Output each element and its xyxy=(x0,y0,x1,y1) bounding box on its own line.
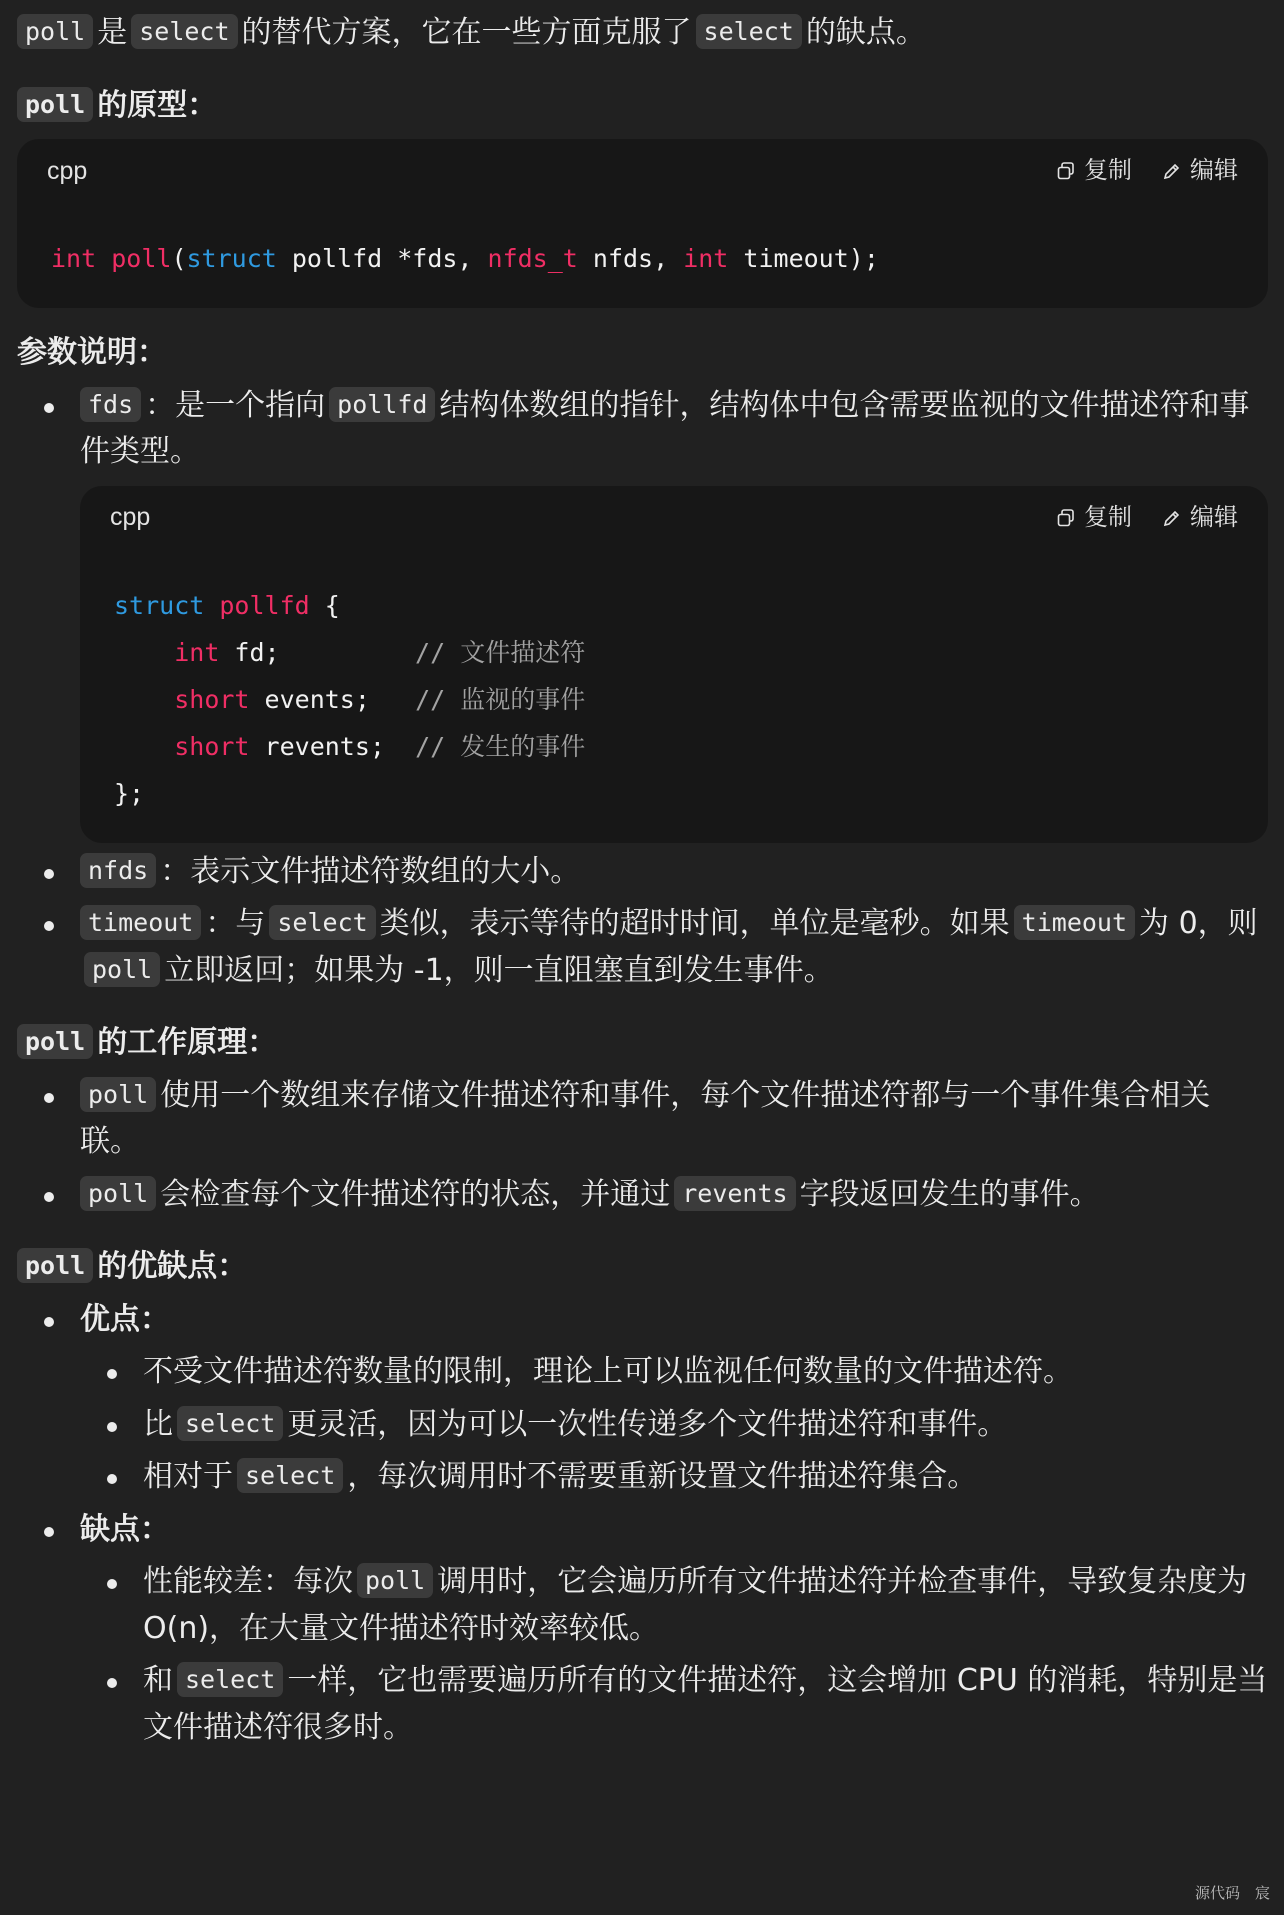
copy-icon xyxy=(1056,508,1076,528)
inline-code: timeout xyxy=(1014,905,1135,940)
copy-icon xyxy=(1056,161,1076,181)
copy-button[interactable]: 复制 xyxy=(1056,499,1132,536)
list-item xyxy=(80,1507,1268,1752)
inline-code: nfds xyxy=(80,853,156,888)
inline-code: poll xyxy=(80,1077,156,1112)
prototype-heading: poll 的原型： xyxy=(17,83,1268,130)
watermark-label: 源代码 宸 xyxy=(1194,1883,1270,1902)
list-item: 比 select 更灵活，因为可以一次性传递多个文件描述符和事件。 xyxy=(143,1402,1268,1449)
work-list xyxy=(17,1073,1268,1219)
code-content: int poll(struct pollfd *fds, nfds_t nfds, int timeout); xyxy=(51,244,879,273)
inline-code: select xyxy=(177,1662,283,1697)
inline-code: poll xyxy=(17,87,93,122)
inline-code: select xyxy=(696,14,802,49)
pros-label: 优点： xyxy=(80,1301,170,1337)
code-block-header xyxy=(47,145,1238,197)
inline-code: select xyxy=(269,905,375,940)
inline-code: fds xyxy=(80,387,141,422)
cons-label: 缺点： xyxy=(80,1511,170,1547)
copy-button[interactable]: 复制 xyxy=(1056,152,1132,189)
params-list xyxy=(17,383,1268,995)
inline-code: poll xyxy=(357,1563,433,1598)
cons-list xyxy=(80,1559,1268,1751)
code-block-prototype xyxy=(17,139,1268,308)
edit-icon xyxy=(1162,161,1182,181)
list-item: 性能较差：每次 poll 调用时，它会遍历所有文件描述符并检查事件，导致复杂度为 O(n)，在大量文件描述符时效率较低。 xyxy=(143,1559,1268,1652)
pros-list xyxy=(80,1349,1268,1501)
inline-code: timeout xyxy=(80,905,201,940)
inline-code: select xyxy=(177,1406,283,1441)
work-heading: poll 的工作原理： xyxy=(17,1020,1268,1067)
list-item: timeout ：与 select 类似，表示等待的超时时间，单位是毫秒。如果 timeout 为 0，则poll 立即返回；如果为 -1，则一直阻塞直到发生事件。 xyxy=(80,901,1268,994)
inline-code: poll xyxy=(17,1248,93,1283)
code-block-header xyxy=(110,492,1238,544)
list-item: fds ：是一个指向 pollfd 结构体数组的指针，结构体中包含需要监视的文件描述符和事件类型。 cpp 复制 编辑 struct pollfd { int fd; // 文件描述符 short events; // 监视的事件 short revents; // 发生的事件 }; xyxy=(80,383,1268,843)
edit-button[interactable]: 编辑 xyxy=(1162,499,1238,536)
list-item: nfds ：表示文件描述符数组的大小。 xyxy=(80,849,1268,896)
inline-code: select xyxy=(237,1458,343,1493)
code-block-pollfd xyxy=(80,486,1268,843)
list-item xyxy=(80,1297,1268,1501)
inline-code: select xyxy=(131,14,237,49)
code-content: struct pollfd { int fd; // 文件描述符 short events; // 监视的事件 short revents; // 发生的事件 }; xyxy=(114,590,586,808)
list-item: 和 select 一样，它也需要遍历所有的文件描述符，这会增加 CPU 的消耗，特别是当文件描述符很多时。 xyxy=(143,1658,1268,1751)
code-language-label: cpp xyxy=(110,503,151,532)
list-item: poll 会检查每个文件描述符的状态，并通过 revents 字段返回发生的事件。 xyxy=(80,1172,1268,1219)
edit-icon xyxy=(1162,508,1182,528)
inline-code: poll xyxy=(17,14,93,49)
code-language-label: cpp xyxy=(47,156,88,185)
list-item: 相对于 select ，每次调用时不需要重新设置文件描述符集合。 xyxy=(143,1454,1268,1501)
params-heading: 参数说明： xyxy=(17,335,167,370)
list-item: 不受文件描述符数量的限制，理论上可以监视任何数量的文件描述符。 xyxy=(143,1349,1268,1396)
list-item: poll 使用一个数组来存储文件描述符和事件，每个文件描述符都与一个事件集合相关联。 xyxy=(80,1073,1268,1166)
inline-code: poll xyxy=(17,1024,93,1059)
inline-code: pollfd xyxy=(329,387,435,422)
inline-code: poll xyxy=(84,952,160,987)
pros-cons-list xyxy=(17,1297,1268,1752)
intro-paragraph: poll 是 select 的替代方案，它在一些方面克服了 select 的缺点。 xyxy=(17,10,1268,57)
inline-code: poll xyxy=(80,1176,156,1211)
pros-cons-heading: poll 的优缺点： xyxy=(17,1244,1268,1291)
edit-button[interactable]: 编辑 xyxy=(1162,152,1238,189)
inline-code: revents xyxy=(674,1176,795,1211)
